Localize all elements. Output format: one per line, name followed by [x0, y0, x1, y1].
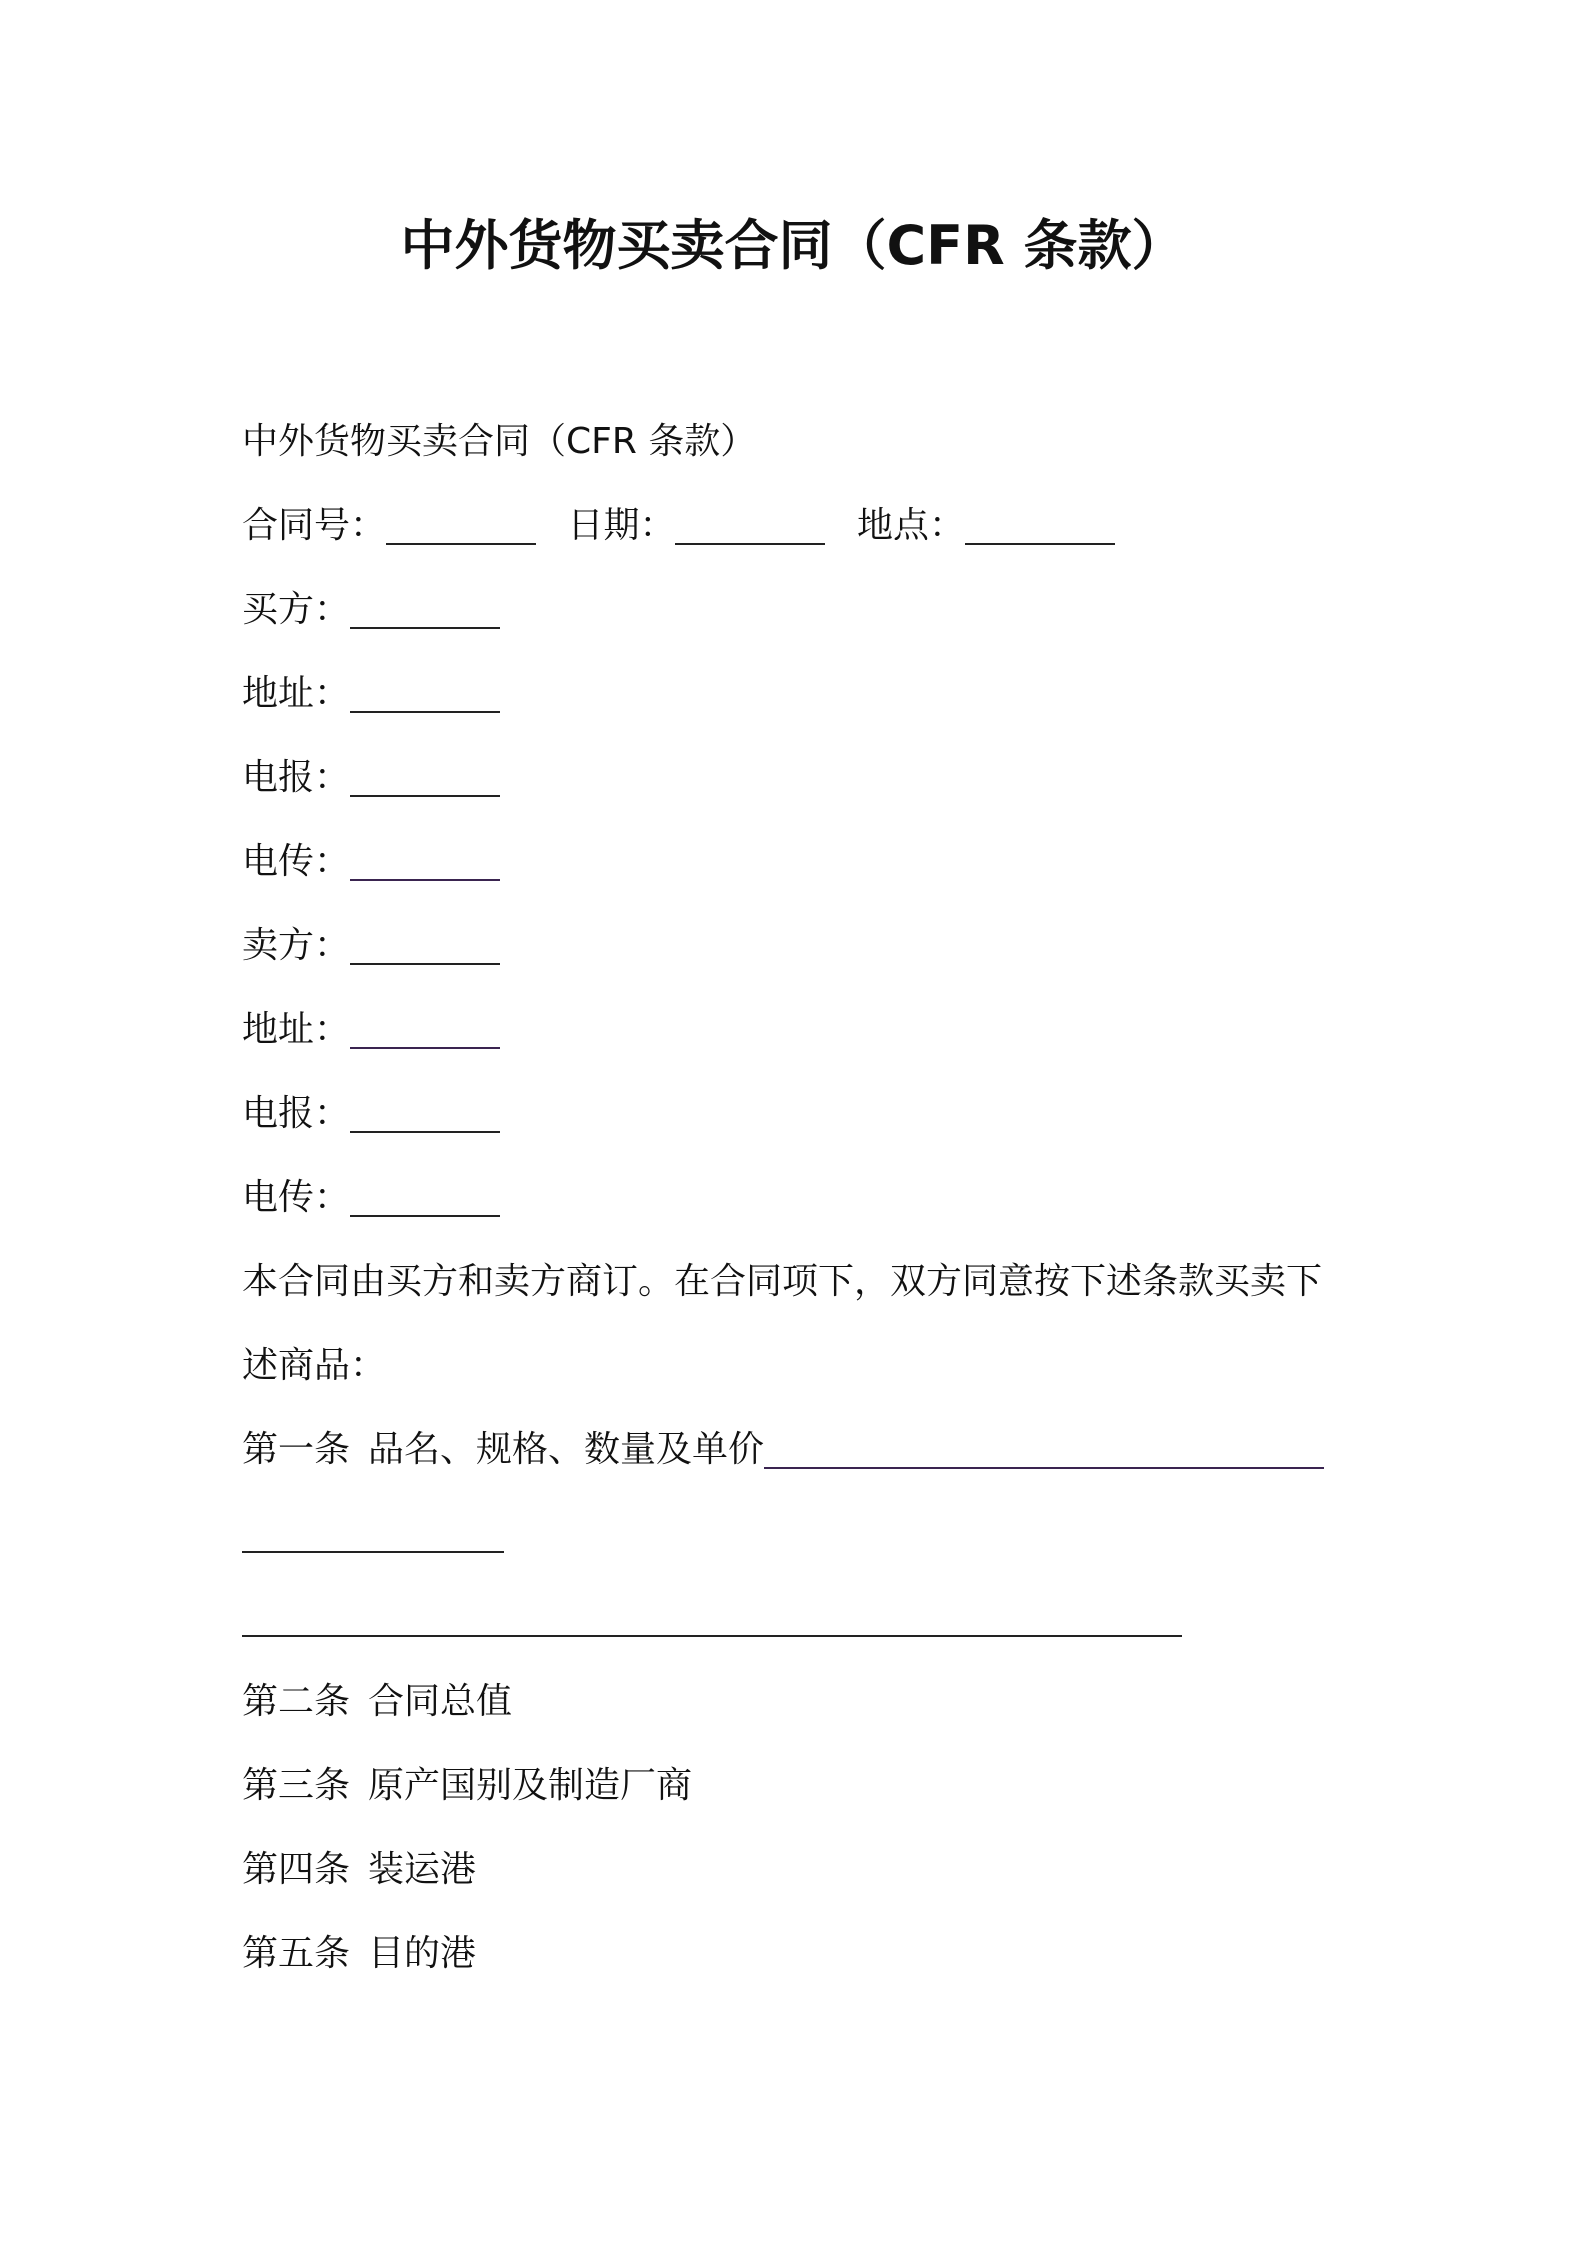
seller-address-line [242, 988, 1352, 1072]
buyer-telegram-blank[interactable] [350, 795, 500, 797]
subtitle: 中外货物买卖合同（CFR 条款） [242, 421, 757, 462]
date-label: 日期： [567, 505, 676, 546]
buyer-fax-line [242, 820, 1352, 904]
subtitle-line [242, 400, 1352, 484]
seller-telegram-line [242, 1072, 1352, 1156]
article-1-blank[interactable] [764, 1467, 1324, 1469]
article-1-line [242, 1408, 1352, 1492]
article-2-number: 第二条 [242, 1681, 351, 1722]
buyer-address-label: 地址： [242, 673, 351, 714]
article-4-text: 装运港 [368, 1849, 477, 1890]
buyer-telegram-label: 电报： [242, 757, 351, 798]
buyer-fax-blank[interactable] [350, 879, 500, 881]
article-1-blank-full[interactable] [242, 1635, 1182, 1637]
seller-address-blank[interactable] [350, 1047, 500, 1049]
seller-label: 卖方： [242, 925, 351, 966]
header-fields-line [242, 484, 1352, 568]
intro-text-1: 本合同由买方和卖方商订。在合同项下，双方同意按下述条款买卖下 [242, 1261, 1323, 1302]
article-3-line [242, 1744, 1352, 1828]
document-body [242, 400, 1352, 1996]
article-5-number: 第五条 [242, 1933, 351, 1974]
seller-address-label: 地址： [242, 1009, 351, 1050]
intro-line-1 [242, 1240, 1352, 1324]
article-2-text: 合同总值 [368, 1681, 513, 1722]
article-1-number: 第一条 [242, 1429, 351, 1470]
article-3-text: 原产国别及制造厂商 [368, 1765, 693, 1806]
article-1-blank-continued[interactable] [242, 1551, 504, 1553]
buyer-address-blank[interactable] [350, 711, 500, 713]
contract-number-blank[interactable] [386, 543, 536, 545]
buyer-line [242, 568, 1352, 652]
seller-telegram-label: 电报： [242, 1093, 351, 1134]
place-label: 地点： [856, 505, 965, 546]
intro-text-2: 述商品： [242, 1345, 387, 1386]
article-4-number: 第四条 [242, 1849, 351, 1890]
article-4-line [242, 1828, 1352, 1912]
seller-fax-blank[interactable] [350, 1215, 500, 1217]
article-3-number: 第三条 [242, 1765, 351, 1806]
date-blank[interactable] [675, 543, 825, 545]
article-1-continuation-line [242, 1492, 1352, 1576]
seller-blank[interactable] [350, 963, 500, 965]
article-2-line [242, 1660, 1352, 1744]
article-1-full-line [242, 1576, 1352, 1660]
buyer-fax-label: 电传： [242, 841, 351, 882]
buyer-telegram-line [242, 736, 1352, 820]
article-1-text: 品名、规格、数量及单价 [368, 1429, 765, 1470]
article-5-line [242, 1912, 1352, 1996]
seller-fax-line [242, 1156, 1352, 1240]
contract-number-label: 合同号： [242, 505, 387, 546]
buyer-address-line [242, 652, 1352, 736]
buyer-blank[interactable] [350, 627, 500, 629]
document-title: 中外货物买卖合同（CFR 条款） [400, 214, 1186, 277]
place-blank[interactable] [965, 543, 1115, 545]
seller-line [242, 904, 1352, 988]
intro-line-2 [242, 1324, 1352, 1408]
seller-telegram-blank[interactable] [350, 1131, 500, 1133]
buyer-label: 买方： [242, 589, 351, 630]
seller-fax-label: 电传： [242, 1177, 351, 1218]
article-5-text: 目的港 [368, 1933, 477, 1974]
